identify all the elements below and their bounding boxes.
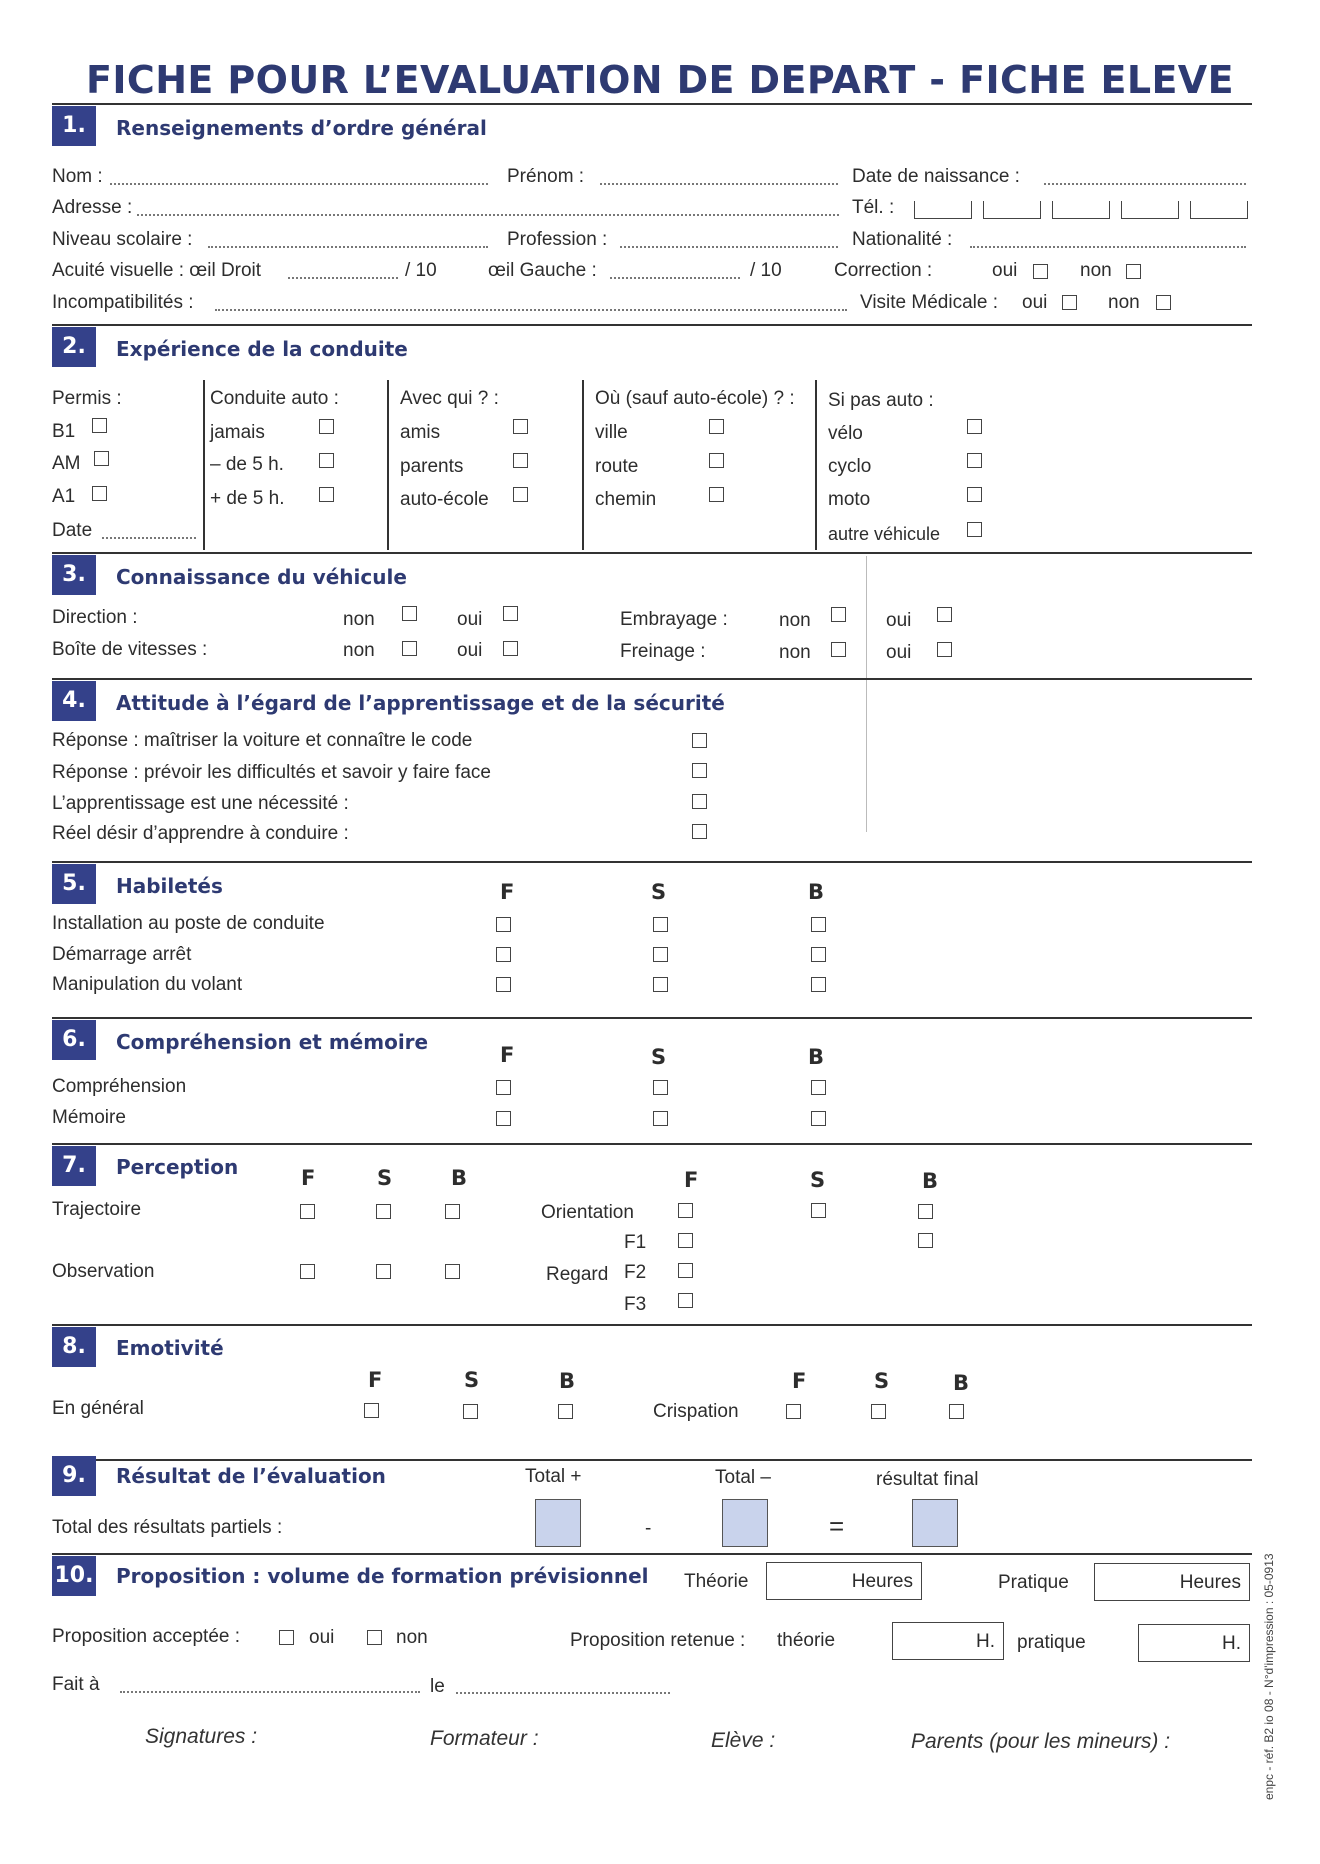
habiletes-b-header: B (808, 880, 825, 904)
acceptee-oui-checkbox[interactable] (279, 1630, 294, 1645)
total-plus-label: Total + (525, 1466, 582, 1487)
section-2-number: 2. (52, 327, 96, 367)
formateur-signature-label: Formateur : (430, 1727, 539, 1750)
section-6-title: Compréhension et mémoire (116, 1030, 429, 1054)
crispation-b-header: B (953, 1371, 970, 1395)
nom-label: Nom : (52, 166, 103, 187)
tel-box-5[interactable] (1190, 201, 1248, 219)
permis-a1-checkbox[interactable] (92, 486, 107, 501)
section-9-number: 9. (52, 1456, 96, 1496)
direction-non-label: non (343, 609, 375, 630)
section-10-rule (52, 1553, 1252, 1555)
sipas-moto-label: moto (828, 489, 871, 510)
ou-route-checkbox[interactable] (709, 453, 724, 468)
section-1-number: 1. (52, 106, 96, 146)
emotivite-s-header: S (464, 1368, 480, 1392)
section-5-number: 5. (52, 864, 96, 904)
pratique-label: Pratique (998, 1572, 1069, 1593)
theorie-heures-box[interactable] (766, 1562, 922, 1600)
perception-s-header: S (377, 1166, 393, 1190)
freinage-label: Freinage : (620, 641, 706, 662)
comprehension-item-2-s-checkbox[interactable] (653, 1111, 668, 1126)
boite-non-label: non (343, 640, 375, 661)
habiletes-item-3-b-checkbox[interactable] (811, 977, 826, 992)
habiletes-item-1: Installation au poste de conduite (52, 913, 325, 934)
observation-b-checkbox[interactable] (445, 1264, 460, 1279)
section-1-title: Renseignements d’ordre général (116, 116, 487, 140)
profession-field[interactable] (620, 246, 838, 248)
section-8-number: 8. (52, 1327, 96, 1367)
crispation-s-checkbox[interactable] (871, 1404, 886, 1419)
le-field[interactable] (456, 1692, 670, 1694)
adresse-label: Adresse : (52, 197, 133, 218)
orientation-s-checkbox[interactable] (811, 1203, 826, 1218)
permis-label: Permis : (52, 388, 122, 409)
comprehension-item-1: Compréhension (52, 1076, 187, 1097)
section-3-number: 3. (52, 555, 96, 595)
comprehension-s-header: S (651, 1045, 667, 1069)
freinage-non-label: non (779, 642, 811, 663)
sipas-autre-checkbox[interactable] (967, 522, 982, 537)
boite-non-checkbox[interactable] (402, 641, 417, 656)
trajectoire-label: Trajectoire (52, 1199, 142, 1220)
sur10-droit: / 10 (405, 260, 437, 281)
sipas-cyclo-checkbox[interactable] (967, 453, 982, 468)
orientation-b-header: B (922, 1169, 939, 1193)
f1-label: F1 (624, 1232, 647, 1253)
avecqui-autoecole-label: auto-école (400, 489, 489, 510)
f1-b-checkbox[interactable] (918, 1233, 933, 1248)
en-general-s-checkbox[interactable] (463, 1404, 478, 1419)
permis-b1-checkbox[interactable] (92, 418, 107, 433)
pratique-heures-box[interactable] (1094, 1563, 1250, 1601)
section-6-rule (52, 1017, 1252, 1019)
freinage-oui-checkbox[interactable] (937, 642, 952, 657)
correction-oui-label: oui (992, 260, 1018, 281)
nom-field[interactable] (110, 183, 488, 185)
attitude-item-2: Réponse : prévoir les difficultés et savoir y faire face (52, 762, 491, 783)
trajectoire-b-checkbox[interactable] (445, 1204, 460, 1219)
col-divider-1 (203, 380, 205, 550)
avecqui-amis-checkbox[interactable] (513, 419, 528, 434)
permis-am-checkbox[interactable] (94, 451, 109, 466)
section-3-title: Connaissance du véhicule (116, 565, 407, 589)
f1-f-checkbox[interactable] (678, 1233, 693, 1248)
emotivite-b-header: B (559, 1369, 576, 1393)
f2-f-checkbox[interactable] (678, 1263, 693, 1278)
crispation-s-header: S (874, 1369, 890, 1393)
sipas-moto-checkbox[interactable] (967, 487, 982, 502)
regard-label: Regard (546, 1264, 609, 1285)
direction-non-checkbox[interactable] (402, 606, 417, 621)
sur10-gauche: / 10 (750, 260, 782, 281)
f3-f-checkbox[interactable] (678, 1293, 693, 1308)
attitude-item-1-checkbox[interactable] (692, 733, 707, 748)
acceptee-non-label: non (396, 1627, 428, 1648)
visite-non-checkbox[interactable] (1156, 295, 1171, 310)
title-rule (52, 103, 1252, 105)
section-8-rule (52, 1324, 1252, 1326)
section-6-number: 6. (52, 1020, 96, 1060)
fait-a-label: Fait à (52, 1674, 100, 1695)
section-8-title: Emotivité (116, 1336, 224, 1360)
section-9-title: Résultat de l’évaluation (116, 1464, 386, 1488)
trajectoire-f-checkbox[interactable] (300, 1204, 315, 1219)
retenue-theorie-label: théorie (777, 1630, 836, 1651)
ou-route-label: route (595, 456, 639, 477)
adresse-field[interactable] (137, 214, 839, 216)
crispation-f-checkbox[interactable] (786, 1404, 801, 1419)
oeil-droit-field[interactable] (288, 277, 398, 279)
section-4-number: 4. (52, 681, 96, 721)
conduite-moins5-label: – de 5 h. (210, 454, 284, 475)
prenom-field[interactable] (600, 183, 838, 185)
tel-box-3[interactable] (1052, 201, 1110, 219)
conduite-moins5-checkbox[interactable] (319, 453, 334, 468)
avecqui-parents-label: parents (400, 456, 464, 477)
retenue-theorie-box[interactable] (892, 1622, 1004, 1660)
page-title: FICHE POUR L’EVALUATION DE DEPART - FICHE ELEVE (86, 58, 1234, 102)
conduite-jamais-label: jamais (210, 422, 265, 443)
direction-oui-checkbox[interactable] (503, 606, 518, 621)
avecqui-amis-label: amis (400, 422, 441, 443)
avecqui-parents-checkbox[interactable] (513, 453, 528, 468)
comprehension-f-header: F (500, 1043, 515, 1067)
crispation-f-header: F (792, 1369, 807, 1393)
orientation-s-header: S (810, 1168, 826, 1192)
print-reference: enpc - réf. B2 io 08 - N°d'impression : 05-0913 (1262, 1553, 1276, 1800)
section-10-number: 10. (52, 1556, 96, 1596)
orientation-b-checkbox[interactable] (918, 1204, 933, 1219)
correction-oui-checkbox[interactable] (1033, 264, 1048, 279)
total-partiels-label: Total des résultats partiels : (52, 1517, 283, 1538)
conduite-jamais-checkbox[interactable] (319, 419, 334, 434)
f2-label: F2 (624, 1262, 647, 1283)
embrayage-oui-checkbox[interactable] (937, 607, 952, 622)
section-4-rule (52, 678, 1252, 680)
oeil-gauche-field[interactable] (610, 277, 740, 279)
en-general-b-checkbox[interactable] (558, 1404, 573, 1419)
proposition-retenue-label: Proposition retenue : (570, 1630, 746, 1651)
prenom-label: Prénom : (507, 166, 585, 187)
acceptee-non-checkbox[interactable] (367, 1630, 382, 1645)
total-plus-box[interactable] (535, 1499, 581, 1547)
attitude-item-4: Réel désir d’apprendre à conduire : (52, 823, 349, 844)
eleve-signature-label: Elève : (711, 1729, 776, 1752)
visite-oui-checkbox[interactable] (1062, 295, 1077, 310)
permis-date-field[interactable] (102, 537, 196, 539)
comprehension-item-2-b-checkbox[interactable] (811, 1111, 826, 1126)
comprehension-item-2: Mémoire (52, 1107, 126, 1128)
incompat-field[interactable] (215, 309, 847, 311)
oeil-gauche-label: œil Gauche : (488, 260, 597, 281)
avecqui-autoecole-checkbox[interactable] (513, 487, 528, 502)
ou-ville-label: ville (595, 422, 628, 443)
pratique-heures-unit: Heures (1179, 1572, 1241, 1593)
signatures-label: Signatures : (145, 1725, 258, 1748)
observation-s-checkbox[interactable] (376, 1264, 391, 1279)
comprehension-item-1-f-checkbox[interactable] (496, 1080, 511, 1095)
nationalite-field[interactable] (970, 246, 1246, 248)
sipas-velo-label: vélo (828, 423, 863, 444)
section-3-rule (52, 552, 1252, 554)
sipas-velo-checkbox[interactable] (967, 419, 982, 434)
comprehension-item-1-b-checkbox[interactable] (811, 1080, 826, 1095)
observation-f-checkbox[interactable] (300, 1264, 315, 1279)
embrayage-non-label: non (779, 610, 811, 631)
profession-label: Profession : (507, 229, 608, 250)
attitude-item-4-checkbox[interactable] (692, 824, 707, 839)
visite-non-label: non (1108, 292, 1140, 313)
fait-a-field[interactable] (120, 1691, 420, 1693)
en-general-label: En général (52, 1398, 144, 1419)
parents-signature-label: Parents (pour les mineurs) : (911, 1730, 1171, 1753)
attitude-item-3: L’apprentissage est une nécessité : (52, 793, 349, 814)
equals-sign: = (829, 1511, 845, 1541)
orientation-f-checkbox[interactable] (678, 1203, 693, 1218)
section-7-rule (52, 1143, 1252, 1145)
perception-f-header: F (301, 1166, 316, 1190)
tel-box-4[interactable] (1121, 201, 1179, 219)
embrayage-label: Embrayage : (620, 609, 728, 630)
habiletes-item-2-b-checkbox[interactable] (811, 947, 826, 962)
correction-non-checkbox[interactable] (1126, 264, 1141, 279)
acceptee-oui-label: oui (309, 1627, 335, 1648)
section-5-rule (52, 861, 1252, 863)
habiletes-item-1-f-checkbox[interactable] (496, 917, 511, 932)
tel-box-2[interactable] (983, 201, 1041, 219)
habiletes-item-3: Manipulation du volant (52, 974, 243, 995)
conduite-label: Conduite auto : (210, 388, 339, 409)
le-label: le (430, 1676, 445, 1697)
permis-a1-label: A1 (52, 486, 76, 507)
niveau-label: Niveau scolaire : (52, 229, 193, 250)
theorie-label: Théorie (684, 1571, 749, 1592)
permis-date-label: Date (52, 520, 93, 541)
visite-oui-label: oui (1022, 292, 1048, 313)
freinage-non-checkbox[interactable] (831, 642, 846, 657)
crispation-b-checkbox[interactable] (949, 1404, 964, 1419)
theorie-heures-unit: Heures (851, 1571, 913, 1592)
boite-label: Boîte de vitesses : (52, 639, 208, 660)
habiletes-item-2-s-checkbox[interactable] (653, 947, 668, 962)
habiletes-item-3-s-checkbox[interactable] (653, 977, 668, 992)
retenue-theorie-unit: H. (976, 1631, 995, 1652)
permis-b1-label: B1 (52, 421, 76, 442)
f3-label: F3 (624, 1294, 647, 1315)
sipas-label: Si pas auto : (828, 390, 934, 411)
comprehension-item-1-s-checkbox[interactable] (653, 1080, 668, 1095)
minus-sign: - (645, 1518, 652, 1539)
retenue-pratique-label: pratique (1017, 1632, 1086, 1653)
habiletes-s-header: S (651, 880, 667, 904)
section-2-rule (52, 324, 1252, 326)
section-10-title: Proposition : volume de formation prévisionnel (116, 1564, 649, 1588)
perception-b-header: B (451, 1166, 468, 1190)
habiletes-item-1-s-checkbox[interactable] (653, 917, 668, 932)
naissance-field[interactable] (1044, 183, 1246, 185)
retenue-pratique-box[interactable] (1138, 1624, 1250, 1662)
nationalite-label: Nationalité : (852, 229, 953, 250)
embrayage-oui-label: oui (886, 610, 912, 631)
habiletes-item-2-f-checkbox[interactable] (496, 947, 511, 962)
crispation-label: Crispation (653, 1401, 739, 1422)
boite-oui-checkbox[interactable] (503, 641, 518, 656)
orientation-label: Orientation (541, 1202, 634, 1223)
tel-box-1[interactable] (914, 201, 972, 219)
visite-label: Visite Médicale : (860, 292, 998, 313)
habiletes-item-2: Démarrage arrêt (52, 944, 192, 965)
resultat-final-label: résultat final (876, 1469, 979, 1490)
ou-chemin-checkbox[interactable] (709, 487, 724, 502)
sipas-cyclo-label: cyclo (828, 456, 872, 477)
naissance-label: Date de naissance : (852, 166, 1020, 187)
faint-divider (866, 556, 867, 832)
section-7-title: Perception (116, 1155, 239, 1179)
section-5-title: Habiletés (116, 874, 223, 898)
ou-ville-checkbox[interactable] (709, 419, 724, 434)
trajectoire-s-checkbox[interactable] (376, 1204, 391, 1219)
habiletes-item-1-b-checkbox[interactable] (811, 917, 826, 932)
proposition-acceptee-label: Proposition acceptée : (52, 1626, 241, 1647)
col-divider-2 (387, 380, 389, 550)
embrayage-non-checkbox[interactable] (831, 607, 846, 622)
correction-non-label: non (1080, 260, 1112, 281)
resultat-final-box[interactable] (912, 1499, 958, 1547)
col-divider-4 (815, 380, 817, 550)
section-2-title: Expérience de la conduite (116, 337, 408, 361)
total-moins-label: Total – (715, 1467, 771, 1488)
comprehension-b-header: B (808, 1045, 825, 1069)
direction-label: Direction : (52, 607, 138, 628)
section-7-number: 7. (52, 1146, 96, 1186)
niveau-field[interactable] (208, 246, 488, 248)
incompat-label: Incompatibilités : (52, 292, 194, 313)
en-general-f-checkbox[interactable] (364, 1403, 379, 1418)
conduite-plus5-label: + de 5 h. (210, 488, 285, 509)
retenue-pratique-unit: H. (1222, 1633, 1241, 1654)
habiletes-item-3-f-checkbox[interactable] (496, 977, 511, 992)
total-moins-box[interactable] (722, 1499, 768, 1547)
ou-chemin-label: chemin (595, 489, 657, 510)
permis-am-label: AM (52, 453, 81, 474)
sipas-autre-label: autre véhicule (828, 524, 941, 544)
ou-label: Où (sauf auto-école) ? : (595, 388, 795, 409)
freinage-oui-label: oui (886, 642, 912, 663)
observation-label: Observation (52, 1261, 155, 1282)
section-4-title: Attitude à l’égard de l’apprentissage et de la sécurité (116, 691, 725, 715)
conduite-plus5-checkbox[interactable] (319, 487, 334, 502)
attitude-item-3-checkbox[interactable] (692, 794, 707, 809)
attitude-item-2-checkbox[interactable] (692, 763, 707, 778)
tel-label: Tél. : (852, 197, 895, 218)
attitude-item-1: Réponse : maîtriser la voiture et connaître le code (52, 730, 473, 751)
habiletes-f-header: F (500, 880, 515, 904)
boite-oui-label: oui (457, 640, 483, 661)
acuite-label: Acuité visuelle : œil Droit (52, 260, 262, 281)
section-9-rule (52, 1459, 1252, 1461)
emotivite-f-header: F (368, 1368, 383, 1392)
avecqui-label: Avec qui ? : (400, 388, 499, 409)
comprehension-item-2-f-checkbox[interactable] (496, 1111, 511, 1126)
orientation-f-header: F (684, 1168, 699, 1192)
direction-oui-label: oui (457, 609, 483, 630)
correction-label: Correction : (834, 260, 933, 281)
col-divider-3 (582, 380, 584, 550)
